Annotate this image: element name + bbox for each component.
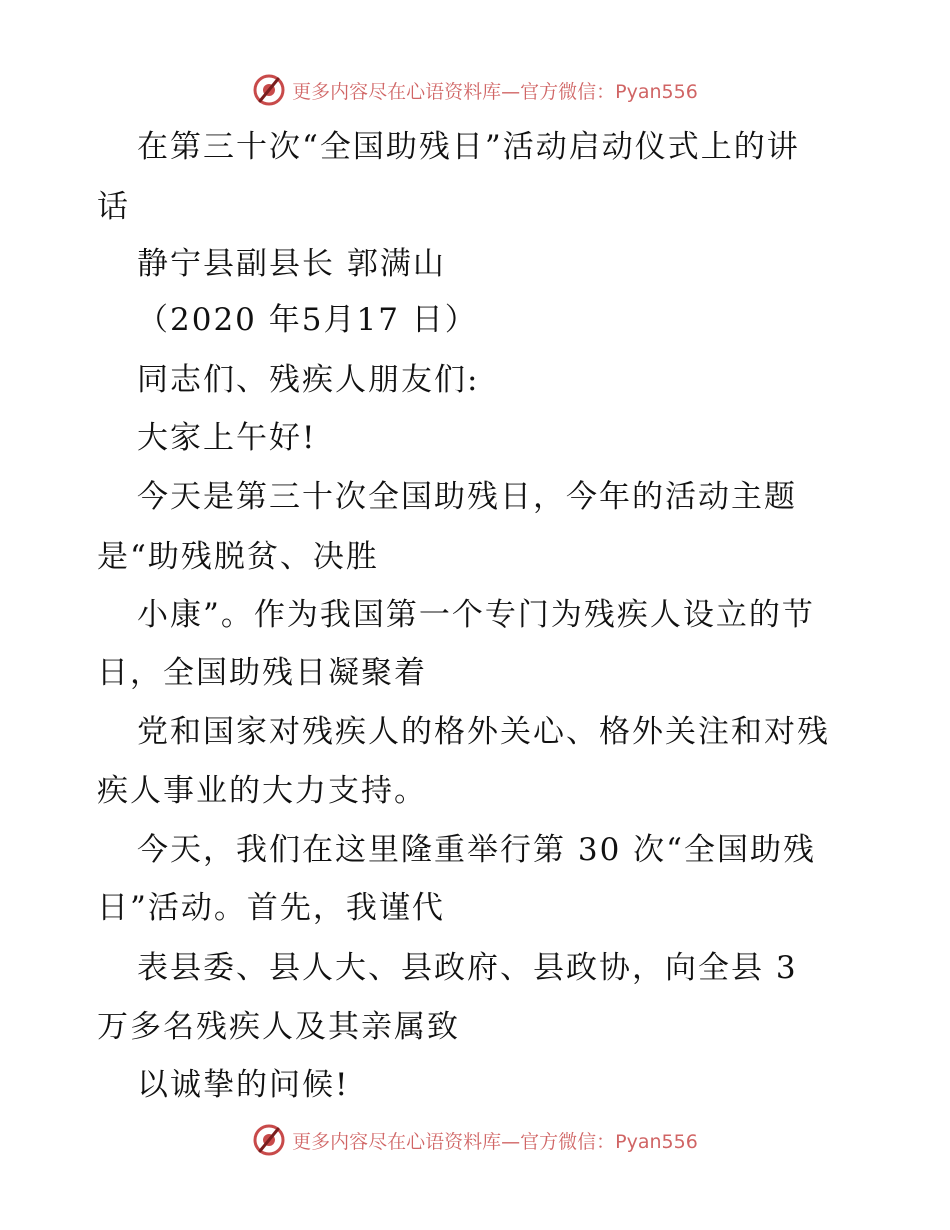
footer-watermark: [0, 1120, 950, 1160]
salutation-line: 同志们、残疾人朋友们:: [137, 362, 480, 398]
paragraph-line: 疾人事业的大力支持。: [97, 773, 427, 809]
title-line-2: 话: [97, 189, 130, 225]
paragraph-line: 今天，我们在这里隆重举行第 30 次“全国助残: [137, 832, 817, 868]
paragraph-line: 日，全国助残日凝聚着: [97, 655, 427, 691]
header-watermark: [0, 70, 950, 110]
paragraph-line: 以诚挚的问候!: [137, 1067, 350, 1103]
title-line-1: 在第三十次“全国助残日”活动启动仪式上的讲: [137, 129, 800, 165]
paragraph-line: 万多名残疾人及其亲属致: [97, 1009, 460, 1045]
paragraph-line: 日”活动。首先，我谨代: [97, 890, 445, 926]
speaker-line: 静宁县副县长 郭满山: [137, 246, 446, 282]
date-line: （2020 年5月17 日）: [137, 302, 478, 338]
paragraph-line: 是“助残脱贫、决胜: [97, 539, 379, 575]
watermark-text: 更多内容尽在心语资料库—官方微信：Pyan556: [292, 80, 698, 103]
paragraph-line: 小康”。作为我国第一个专门为残疾人设立的节: [137, 597, 815, 633]
paragraph-line: 表县委、县人大、县政府、县政协，向全县 3: [137, 950, 798, 986]
paragraph-line: 今天是第三十次全国助残日，今年的活动主题: [137, 479, 797, 515]
greeting-line: 大家上午好!: [137, 420, 317, 456]
watermark-text: 更多内容尽在心语资料库—官方微信：Pyan556: [292, 1130, 698, 1153]
paragraph-line: 党和国家对残疾人的格外关心、格外关注和对残: [137, 714, 830, 750]
quill-badge-icon: [252, 73, 286, 107]
quill-badge-icon: [252, 1123, 286, 1157]
